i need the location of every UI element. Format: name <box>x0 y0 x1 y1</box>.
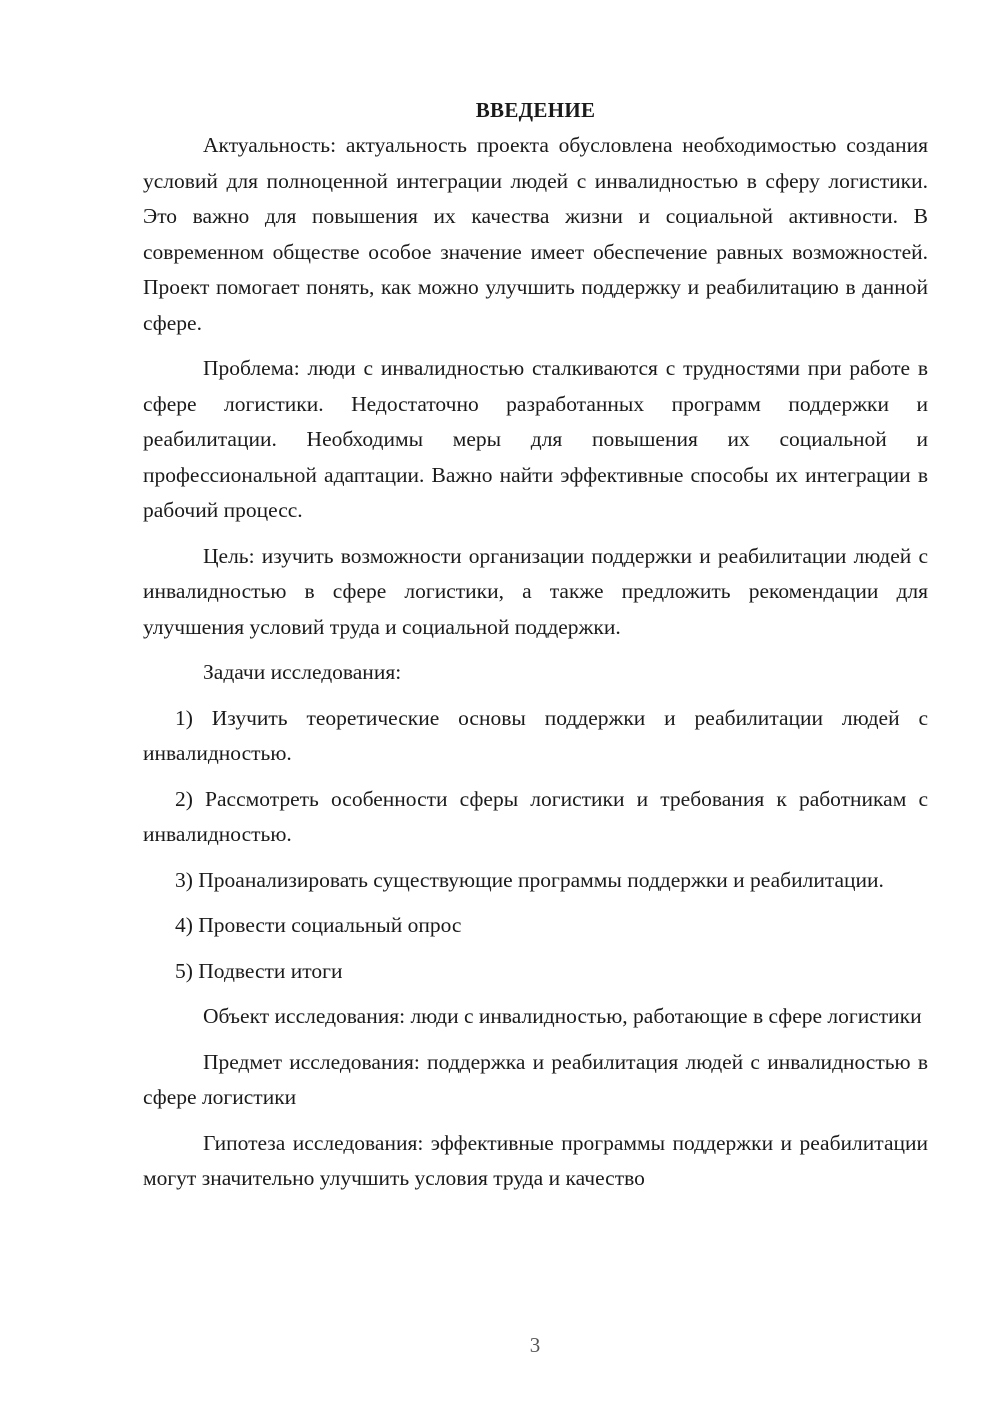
paragraph-subject: Предмет исследования: поддержка и реабилитация людей с инвалидностью в сфере логистики <box>143 1049 928 1109</box>
paragraph-relevance: Актуальность: актуальность проекта обусловлена необходимостью создания условий для полноценной интеграции людей с инвалидностью в сферу логистики. Это важно для повышения их качества жизни и социальной активности. В современном обществе особое значение имеет обеспечение равных возможностей. Проект помогает понять, как можно улучшить поддержку и реабилитацию в данной сфере. <box>143 133 928 335</box>
paragraph-goal: Цель: изучить возможности организации поддержки и реабилитации людей с инвалидностью в сфере логистики, а также предложить рекомендации для улучшения условий труда и социальной поддержки. <box>143 543 928 639</box>
task-item-2: 2) Рассмотреть особенности сферы логистики и требования к работникам с инвалидностью. <box>143 786 928 846</box>
tasks-heading: Задачи исследования: <box>203 660 402 684</box>
page-number: 3 <box>529 1333 541 1357</box>
task-item-1: 1) Изучить теоретические основы поддержки и реабилитации людей с инвалидностью. <box>143 705 928 765</box>
task-item-4: 4) Провести социальный опрос <box>175 913 462 937</box>
paragraph-problem: Проблема: люди с инвалидностью сталкиваются с трудностями при работе в сфере логистики. Недостаточно разработанных программ поддержки и реабилитации. Необходимы меры для повышения их социальной и профессиональной адаптации. Важно найти эффективные способы их интеграции в рабочий процесс. <box>143 356 928 522</box>
task-item-3: 3) Проанализировать существующие программы поддержки и реабилитации. <box>175 867 884 892</box>
paragraph-object: Объект исследования: люди с инвалидностью, работающие в сфере логистики <box>203 1004 922 1028</box>
paragraph-hypothesis: Гипотеза исследования: эффективные программы поддержки и реабилитации могут значительно улучшить условия труда и качество <box>143 1130 928 1190</box>
task-item-5: 5) Подвести итоги <box>175 958 343 983</box>
section-heading: ВВЕДЕНИЕ <box>475 98 596 122</box>
document-page <box>143 93 928 1197</box>
